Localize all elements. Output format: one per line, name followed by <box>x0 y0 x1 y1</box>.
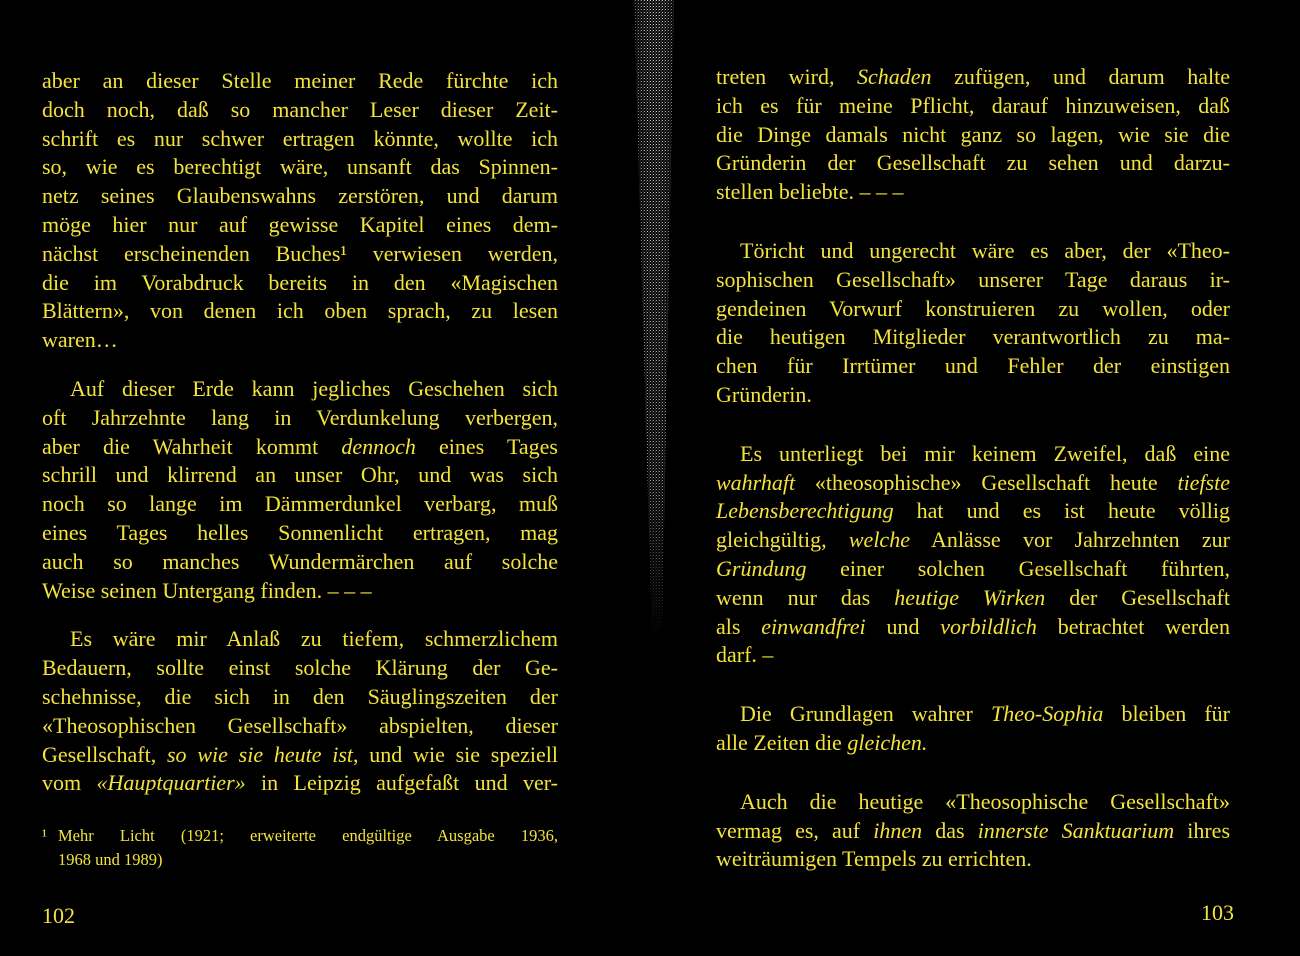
text-line: sophischen Gesellschaft» unserer Tage daraus ir- <box>716 266 1230 292</box>
text-line: Auch die heutige «Theosophische Gesellschaft» <box>740 788 1230 814</box>
text-line: Weise seinen Untergang finden. – – – <box>42 577 372 603</box>
text-segment: , und wie sie speziell <box>353 741 558 767</box>
paragraph <box>42 67 558 355</box>
emphasized-text: heutige Wirken <box>894 584 1046 610</box>
text-segment: ihres <box>1174 817 1231 843</box>
emphasized-text: tiefste <box>1177 469 1230 495</box>
text-line: eines Tages helles Sonnenlicht ertragen, mag <box>42 519 558 545</box>
text-line: chen für Irrtümer und Fehler der einstigen <box>716 353 1230 379</box>
footnote-marker: ¹ <box>42 826 47 845</box>
text-line: schrift es nur schwer ertragen könnte, wollte ich <box>42 125 558 151</box>
text-line: Blättern», von denen ich oben sprach, zu lesen <box>42 298 558 324</box>
emphasized-text: so wie sie heute ist <box>167 741 354 767</box>
text-segment: Gesellschaft, <box>42 741 167 767</box>
text-line: Gründerin der Gesellschaft zu sehen und darzu- <box>716 150 1230 176</box>
text-segment: einer solchen Gesellschaft führten, <box>806 555 1230 581</box>
text-segment: Anlässe vor Jahrzehnten zur <box>909 527 1230 553</box>
text-line <box>42 741 558 770</box>
text-line <box>716 729 1230 758</box>
text-line: Gründerin. <box>716 381 812 407</box>
left-page-text <box>42 67 558 798</box>
text-segment: betrachtet werden <box>1036 613 1231 639</box>
text-segment: in Leipzig aufgefaßt und ver- <box>245 770 558 796</box>
paragraph <box>42 375 558 605</box>
text-line <box>716 817 1230 846</box>
text-line: auch so manches Wundermärchen auf solche <box>42 548 558 574</box>
paragraph <box>716 237 1230 410</box>
text-segment: und <box>865 613 941 639</box>
text-line: die heutigen Mitglieder verantwortlich zu ma- <box>716 324 1230 350</box>
text-segment: das <box>922 817 978 843</box>
text-line: die im Vorabdruck bereits in den «Magischen <box>42 269 558 295</box>
book-gutter-shadow <box>620 0 690 640</box>
paragraph <box>716 63 1230 207</box>
text-line: stellen beliebte. – – – <box>716 179 904 205</box>
emphasized-text: gleichen. <box>847 729 928 755</box>
emphasized-text: dennoch <box>341 433 416 459</box>
text-line: schrill und klirrend an unser Ohr, und was sich <box>42 462 558 488</box>
emphasized-text: Lebensberechtigung <box>716 498 894 524</box>
emphasized-text: «Hauptquartier» <box>96 770 246 796</box>
footnote <box>42 824 558 872</box>
emphasized-text: welche <box>848 527 910 553</box>
text-line <box>716 584 1230 613</box>
text-segment: vom <box>42 770 97 796</box>
text-line <box>42 433 558 462</box>
text-segment: hat und es ist heute völlig <box>893 498 1230 524</box>
text-line: Töricht und ungerecht wäre es aber, der «Theo- <box>740 237 1230 263</box>
paragraph <box>716 440 1230 670</box>
text-segment: zufügen, und darum halte <box>931 64 1231 89</box>
text-line: noch so lange im Dämmerdunkel verbarg, muß <box>42 491 558 517</box>
text-line: gendeinen Vorwurf konstruieren zu wollen, oder <box>716 295 1230 321</box>
emphasized-text: wahrhaft <box>716 469 796 495</box>
text-line: Es wäre mir Anlaß zu tiefem, schmerzlichem <box>70 626 558 652</box>
text-segment: aber die Wahrheit kommt <box>42 433 342 459</box>
text-line <box>716 469 1230 498</box>
text-line: Es unterliegt bei mir keinem Zweifel, daß eine <box>740 440 1230 466</box>
text-line: waren… <box>42 327 118 353</box>
text-line: so, wie es berechtigt wäre, unsanft das Spinnen- <box>42 154 558 180</box>
text-line: doch noch, daß so mancher Leser dieser Zeit- <box>42 96 558 122</box>
text-line <box>716 555 1230 584</box>
text-segment: bleiben für <box>1103 701 1230 727</box>
text-segment: eines Tages <box>415 433 558 459</box>
paragraph <box>716 788 1230 874</box>
text-line: Bedauern, sollte einst solche Klärung der Ge- <box>42 655 558 681</box>
paragraph <box>42 625 558 798</box>
text-line: aber an dieser Stelle meiner Rede fürchte ich <box>42 68 558 93</box>
emphasized-text: ihnen <box>873 817 923 843</box>
text-line: darf. – <box>716 642 774 668</box>
text-line <box>716 613 1230 642</box>
emphasized-text: vorbildlich <box>940 613 1037 639</box>
emphasized-text: einwandfrei <box>761 613 866 639</box>
emphasized-text: innerste Sanktuarium <box>977 817 1175 843</box>
text-line <box>716 526 1230 555</box>
footnote-line: 1968 und 1989) <box>58 850 163 869</box>
paragraph <box>716 700 1230 758</box>
footnote-line: Mehr Licht (1921; erweiterte endgültige Ausgabe 1936, <box>58 826 558 845</box>
page-number-left: 102 <box>42 903 75 928</box>
text-line: nächst erscheinenden Buches¹ verwiesen werden, <box>42 240 558 266</box>
text-line: möge hier nur auf gewisse Kapitel eines dem- <box>42 211 558 237</box>
text-segment: alle Zeiten die <box>716 729 848 755</box>
text-segment: Die Grundlagen wahrer <box>740 701 991 727</box>
page-number-right: 103 <box>1201 900 1234 925</box>
text-line: Auf dieser Erde kann jegliches Geschehen sich <box>70 375 558 401</box>
text-segment: gleichgültig, <box>716 527 849 553</box>
right-page-text <box>716 63 1230 874</box>
text-segment: wenn nur das <box>716 584 895 610</box>
text-line <box>716 700 1230 729</box>
text-line <box>716 63 1230 92</box>
text-line: schehnisse, die sich in den Säuglingszeiten der <box>42 683 558 709</box>
text-line: oft Jahrzehnte lang in Verdunkelung verbergen, <box>42 404 558 430</box>
text-segment: «theosophische» Gesellschaft heute <box>795 469 1178 495</box>
emphasized-text: Theo-Sophia <box>990 701 1104 727</box>
text-line: ich es für meine Pflicht, darauf hinzuweisen, daß <box>716 92 1230 118</box>
text-line: die Dinge damals nicht ganz so lagen, wie sie die <box>716 121 1230 147</box>
emphasized-text: Gründung <box>716 555 807 581</box>
text-segment: treten wird, <box>716 64 857 89</box>
text-line: netz seines Glaubenswahns zerstören, und darum <box>42 183 558 209</box>
text-line <box>42 769 558 798</box>
text-line: «Theosophischen Gesellschaft» abspielten, dieser <box>42 712 558 738</box>
text-segment: vermag es, auf <box>716 817 874 843</box>
text-segment: als <box>716 613 762 639</box>
text-line <box>716 497 1230 526</box>
emphasized-text: Schaden <box>857 64 932 89</box>
text-segment: der Gesellschaft <box>1045 584 1231 610</box>
text-line: weiträumigen Tempels zu errichten. <box>716 846 1032 872</box>
